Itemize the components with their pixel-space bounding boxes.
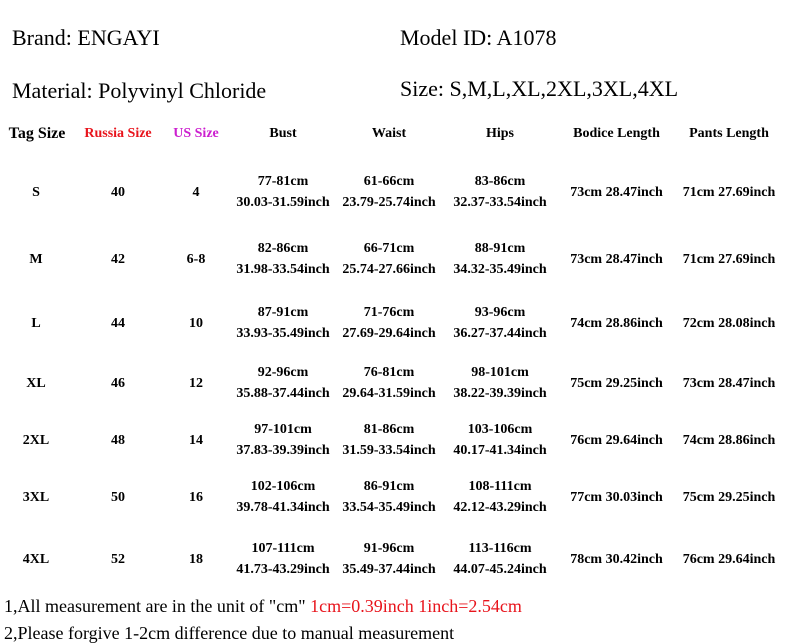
russia-size-cell: 44	[111, 315, 125, 331]
bust-cm: 107-111cm	[251, 541, 315, 556]
bust-inch: 33.93-35.49inch	[236, 326, 330, 341]
waist-cm: 86-91cm	[363, 479, 415, 494]
bust-inch: 37.83-39.39inch	[236, 443, 330, 458]
table-row	[0, 410, 800, 470]
bust-cm: 77-81cm	[257, 174, 309, 189]
bodice-length-cell: 77cm 30.03inch	[570, 489, 663, 505]
bust-cm: 97-101cm	[254, 422, 312, 437]
pants-length-cell: 74cm 28.86inch	[682, 432, 776, 448]
pants-length-cell: 75cm 29.25inch	[682, 489, 776, 505]
bust-cell	[227, 293, 339, 353]
waist-cm: 61-66cm	[363, 174, 415, 189]
us-size-cell: 10	[189, 315, 203, 331]
col-header-tag-size: Tag Size	[8, 124, 66, 142]
hips-inch: 44.07-45.24inch	[453, 562, 547, 577]
tag-size-cell: 3XL	[22, 489, 50, 505]
russia-size-cell: 40	[111, 184, 125, 200]
waist-cell	[338, 353, 440, 413]
russia-size-cell: 48	[111, 432, 125, 448]
tag-size-cell: S	[32, 184, 40, 200]
bodice-length-cell: 73cm 28.47inch	[570, 184, 663, 200]
tag-size-cell: 4XL	[22, 551, 50, 567]
bust-inch: 41.73-43.29inch	[236, 562, 330, 577]
unit-note-text: 1,All measurement are in the unit of "cm"	[4, 596, 311, 616]
table-row	[0, 353, 800, 413]
hips-inch: 32.37-33.54inch	[453, 195, 547, 210]
waist-cm: 76-81cm	[363, 365, 415, 380]
model-id-label: Model ID: A1078	[400, 25, 557, 50]
tag-size-cell: M	[29, 251, 43, 267]
waist-cell	[338, 529, 440, 589]
tag-size-cell: 2XL	[22, 432, 50, 448]
table-row	[0, 293, 800, 353]
bust-cm: 92-96cm	[257, 365, 309, 380]
bust-inch: 31.98-33.54inch	[236, 262, 330, 277]
col-header-pants-length: Pants Length	[689, 125, 769, 141]
waist-cell	[338, 293, 440, 353]
bust-cm: 102-106cm	[250, 479, 316, 494]
bodice-length-cell: 74cm 28.86inch	[570, 315, 663, 331]
tag-size-cell: L	[31, 315, 41, 331]
waist-inch: 31.59-33.54inch	[342, 443, 436, 458]
col-header-russia-size: Russia Size	[84, 125, 152, 141]
bodice-length-cell: 78cm 30.42inch	[570, 551, 663, 567]
hips-cm: 103-106cm	[467, 422, 533, 437]
hips-cm: 108-111cm	[468, 479, 532, 494]
pants-length-cell: 76cm 29.64inch	[682, 551, 776, 567]
table-row	[0, 529, 800, 589]
hips-inch: 36.27-37.44inch	[453, 326, 547, 341]
waist-inch: 25.74-27.66inch	[342, 262, 436, 277]
bust-inch: 30.03-31.59inch	[236, 195, 330, 210]
table-row	[0, 229, 800, 289]
hips-cell	[445, 529, 555, 589]
hips-cm: 98-101cm	[471, 365, 529, 380]
bust-cm: 82-86cm	[257, 241, 309, 256]
measurement-unit-note	[4, 597, 522, 615]
bust-cell	[227, 467, 339, 527]
col-header-us-size: US Size	[173, 125, 219, 141]
waist-cell	[338, 162, 440, 222]
col-header-bodice-length: Bodice Length	[573, 125, 660, 141]
hips-inch: 40.17-41.34inch	[453, 443, 547, 458]
brand-label: Brand: ENGAYI	[12, 25, 160, 50]
hips-cm: 83-86cm	[474, 174, 526, 189]
pants-length-cell: 71cm 27.69inch	[682, 251, 776, 267]
hips-inch: 42.12-43.29inch	[453, 500, 547, 515]
col-header-hips: Hips	[485, 125, 514, 141]
hips-cell	[445, 293, 555, 353]
unit-conversion-text: 1cm=0.39inch 1inch=2.54cm	[310, 596, 522, 616]
us-size-cell: 12	[189, 375, 203, 391]
waist-inch: 27.69-29.64inch	[342, 326, 436, 341]
col-header-waist: Waist	[371, 125, 407, 141]
russia-size-cell: 46	[111, 375, 125, 391]
pants-length-cell: 72cm 28.08inch	[682, 315, 776, 331]
hips-cell	[445, 229, 555, 289]
hips-cm: 113-116cm	[468, 541, 532, 556]
russia-size-cell: 52	[111, 551, 125, 567]
waist-cell	[338, 229, 440, 289]
bodice-length-cell: 73cm 28.47inch	[570, 251, 663, 267]
us-size-cell: 14	[189, 432, 203, 448]
material-label: Material: Polyvinyl Chloride	[12, 78, 267, 103]
col-header-bust: Bust	[269, 125, 297, 141]
bodice-length-cell: 76cm 29.64inch	[570, 432, 663, 448]
bodice-length-cell: 75cm 29.25inch	[570, 375, 663, 391]
waist-cm: 71-76cm	[363, 305, 415, 320]
hips-cell	[445, 353, 555, 413]
us-size-cell: 18	[189, 551, 203, 567]
tag-size-cell: XL	[26, 375, 46, 391]
waist-inch: 35.49-37.44inch	[342, 562, 436, 577]
measurement-tolerance-note: 2,Please forgive 1-2cm difference due to manual measurement	[4, 623, 455, 643]
waist-inch: 33.54-35.49inch	[342, 500, 436, 515]
table-row	[0, 467, 800, 527]
bust-cell	[227, 162, 339, 222]
hips-cell	[445, 162, 555, 222]
table-header-row	[0, 103, 800, 163]
bust-inch: 35.88-37.44inch	[236, 386, 330, 401]
pants-length-cell: 71cm 27.69inch	[682, 184, 776, 200]
waist-inch: 29.64-31.59inch	[342, 386, 436, 401]
hips-cm: 88-91cm	[474, 241, 526, 256]
hips-cell	[445, 410, 555, 470]
us-size-cell: 4	[192, 184, 200, 200]
bust-cell	[227, 229, 339, 289]
bust-cell	[227, 410, 339, 470]
bust-cm: 87-91cm	[257, 305, 309, 320]
waist-cell	[338, 467, 440, 527]
hips-cell	[445, 467, 555, 527]
waist-cm: 81-86cm	[363, 422, 415, 437]
hips-inch: 38.22-39.39inch	[453, 386, 547, 401]
hips-cm: 93-96cm	[474, 305, 526, 320]
us-size-cell: 16	[189, 489, 203, 505]
bust-inch: 39.78-41.34inch	[236, 500, 330, 515]
bust-cell	[227, 529, 339, 589]
waist-cm: 91-96cm	[363, 541, 415, 556]
size-list-label: Size: S,M,L,XL,2XL,3XL,4XL	[400, 76, 679, 101]
waist-inch: 23.79-25.74inch	[342, 195, 436, 210]
us-size-cell: 6-8	[186, 251, 206, 267]
table-row	[0, 162, 800, 222]
pants-length-cell: 73cm 28.47inch	[682, 375, 776, 391]
russia-size-cell: 50	[111, 489, 125, 505]
bust-cell	[227, 353, 339, 413]
russia-size-cell: 42	[111, 251, 125, 267]
waist-cm: 66-71cm	[363, 241, 415, 256]
hips-inch: 34.32-35.49inch	[453, 262, 547, 277]
waist-cell	[338, 410, 440, 470]
